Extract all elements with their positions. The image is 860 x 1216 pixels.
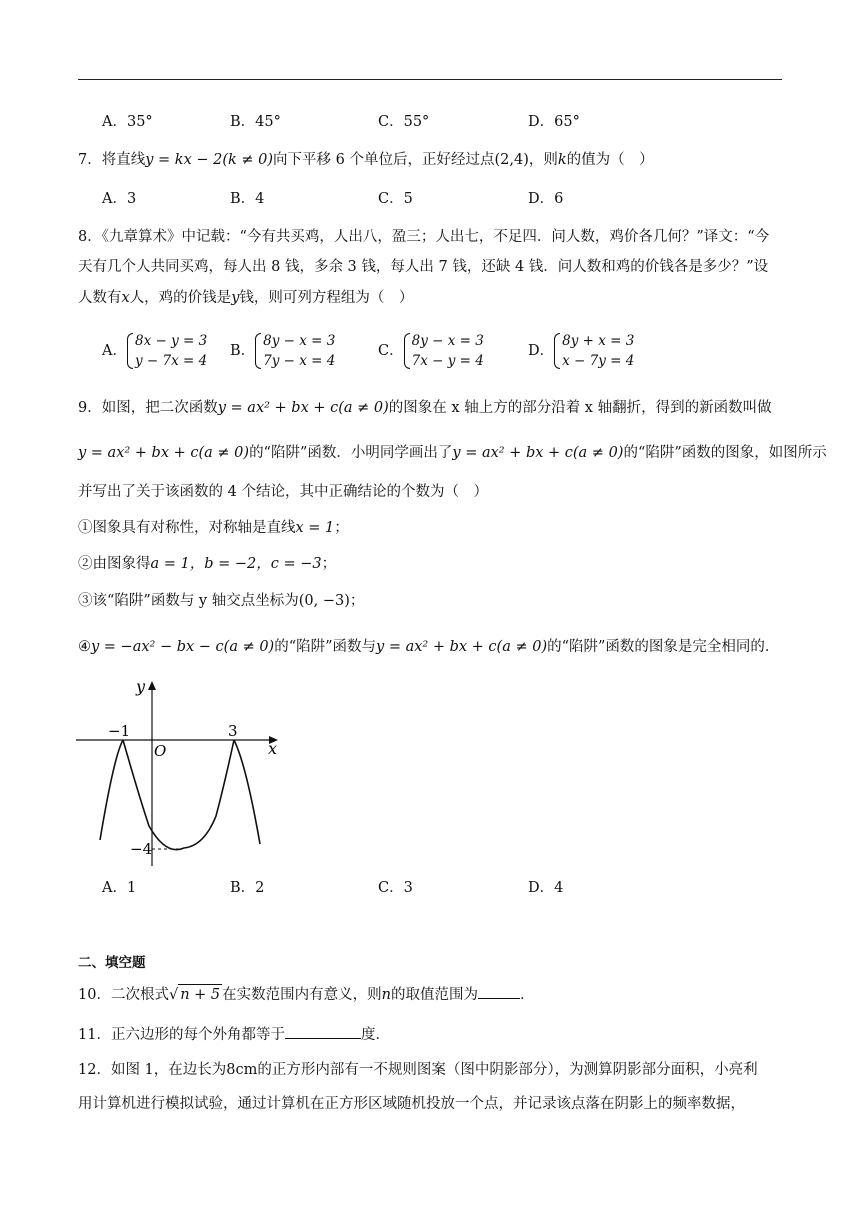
min-value-label: −4: [130, 840, 153, 858]
q8-variable-x: x: [121, 290, 130, 306]
q9-text: 的“陷阱”函数．小明同学画出了: [249, 445, 453, 461]
statement-text: ；: [321, 556, 337, 572]
q7-point: (2,4): [494, 152, 529, 168]
header-rule: [78, 79, 782, 80]
q8-variable-y: y: [231, 290, 240, 306]
q12-line-1: [78, 1060, 758, 1080]
q8-text: 人数有: [78, 290, 122, 306]
right-root-label: 3: [228, 722, 238, 740]
sqrt-icon: √: [168, 987, 179, 1003]
q9-option-d[interactable]: D．4: [528, 880, 564, 896]
q7-line-equation: y = kx − 2(k ≠ 0): [145, 152, 274, 168]
x-axis-label: x: [268, 739, 278, 758]
y-axis-label: y: [136, 677, 146, 696]
equation-system: [255, 331, 335, 371]
q8-line-1: 8．《九章算术》中记载：“今有共买鸡，人出八，盈三；人出七，不足四．问人数，鸡价各几何？”译文：“今: [78, 229, 770, 245]
q8-line-3: [78, 288, 413, 308]
statement-expr: (0, −3): [298, 593, 350, 609]
origin-label: O: [154, 742, 167, 760]
q11-text: 度．: [360, 1027, 390, 1043]
q7-option-b[interactable]: B．4: [230, 191, 265, 207]
option-label: D．: [528, 343, 555, 359]
q11-text: 11．正六边形的每个外角都等于: [78, 1027, 285, 1043]
q12-line-2: 用计算机进行模拟试验，通过计算机在正方形区域随机投放一个点，并记录该点落在阴影上的频率数据，: [78, 1096, 745, 1112]
equation: 7y − x = 4: [263, 353, 336, 369]
equation-system: [554, 331, 634, 371]
equation: 8y − x = 3: [411, 333, 484, 349]
statement-expr: a = 1，b = −2，c = −3: [150, 556, 322, 572]
q9-option-a[interactable]: A．1: [102, 880, 137, 896]
q10-text: 的取值范围为: [390, 987, 478, 1003]
statement-text: 的“陷阱”函数与: [274, 639, 377, 655]
statement-text: ；: [334, 520, 349, 536]
q7-stem: [78, 150, 654, 170]
equation-system: [404, 331, 484, 371]
q9-statement-4: [78, 637, 779, 657]
q8-text: 人，鸡的价钱是: [129, 290, 232, 306]
option-label: B．: [230, 343, 256, 359]
statement-text: ②由图象得: [78, 556, 151, 572]
q10-radicand: n + 5: [178, 984, 222, 1005]
q10-variable: n: [381, 987, 391, 1003]
q10-text: 10．二次根式: [78, 987, 169, 1003]
statement-text: 的“陷阱”函数的图象是完全相同的．: [547, 639, 780, 655]
statement-text: ④: [78, 639, 91, 655]
q6-option-a[interactable]: A．35°: [102, 114, 153, 130]
q9-option-b[interactable]: B．2: [230, 880, 265, 896]
option-label: A．: [102, 343, 127, 359]
q9-line-2: [78, 443, 827, 463]
q7-option-d[interactable]: D．6: [528, 191, 564, 207]
q7-text: 向下平移 6 个单位后，正好经过点: [273, 152, 495, 168]
q9-text: 的“陷阱”函数的图象，如图所示: [623, 445, 827, 461]
equation: 8y − x = 3: [263, 333, 336, 349]
middle-parabola-curve: [123, 740, 234, 850]
q9-statement-3: [78, 591, 364, 611]
q12-text: 的正方形内部有一不规则图案（图中阴影部分），为测算阴影部分面积，小亮利: [257, 1062, 758, 1078]
statement-text: ①图象具有对称性，对称轴是直线: [78, 520, 296, 536]
q12-text: 12．如图 1，在边长为: [78, 1062, 227, 1078]
statement-expr: y = −ax² − bx − c(a ≠ 0): [91, 639, 275, 655]
q9-function: y = ax² + bx + c(a ≠ 0): [452, 445, 624, 461]
q9-line-3: 并写出了关于该函数的 4 个结论，其中正确结论的个数为（ ）: [78, 484, 488, 500]
q11-answer-blank[interactable]: [285, 1024, 361, 1039]
statement-text: ；: [349, 593, 365, 609]
equation: x − 7y = 4: [562, 353, 635, 369]
q9-trap-function-graph: [74, 676, 288, 872]
statement-expr: y = ax² + bx + c(a ≠ 0): [376, 639, 548, 655]
q9-text: 9．如图，把二次函数: [78, 400, 218, 416]
section-title-fill-blank: 二、填空题: [78, 955, 146, 971]
q7-option-a[interactable]: A．3: [102, 191, 137, 207]
equation: 7x − y = 4: [411, 353, 484, 369]
statement-text: ③该“陷阱”函数与 y 轴交点坐标为: [78, 593, 299, 609]
left-root-label: −1: [108, 722, 131, 740]
q8-option-b[interactable]: [230, 331, 335, 371]
equation: 8x − y = 3: [134, 333, 208, 349]
q9-text: 的图象在 x 轴上方的部分沿着 x 轴翻折，得到的新函数叫做: [388, 400, 772, 416]
q10-stem: [78, 984, 534, 1005]
q6-option-b[interactable]: B．45°: [230, 114, 281, 130]
q7-text: ，则: [528, 152, 558, 168]
statement-expr: x = 1: [295, 520, 335, 536]
q8-line-2: 天有几个人共同买鸡，每人出 8 钱，多余 3 钱，每人出 7 钱，还缺 4 钱．问人数和鸡的价钱各是多少？”设: [78, 259, 769, 275]
q12-length: 8cm: [226, 1062, 258, 1078]
equation: y − 7x = 4: [134, 353, 208, 369]
q8-option-d[interactable]: [528, 331, 634, 371]
q6-option-d[interactable]: D．65°: [528, 114, 580, 130]
q7-variable: k: [557, 152, 567, 168]
y-axis-arrow-icon: [148, 681, 156, 690]
equation-system: [127, 331, 207, 371]
q9-statement-1: [78, 518, 349, 538]
option-label: C．: [378, 343, 404, 359]
q9-function: y = ax² + bx + c(a ≠ 0): [78, 445, 250, 461]
q8-option-c[interactable]: [378, 331, 484, 371]
q9-option-c[interactable]: C．3: [378, 880, 413, 896]
q7-text: 7．将直线: [78, 152, 146, 168]
q7-text: 的值为（ ）: [566, 152, 654, 168]
q10-text: ．: [519, 987, 535, 1003]
equation: 8y + x = 3: [562, 333, 635, 349]
q8-text: 钱，则可列方程组为（ ）: [239, 290, 414, 306]
q8-option-a[interactable]: [102, 331, 207, 371]
q10-text: 在实数范围内有意义，则: [222, 987, 382, 1003]
q6-option-c[interactable]: C．55°: [378, 114, 430, 130]
right-branch-curve: [234, 740, 260, 844]
q9-line-1: [78, 398, 772, 418]
q9-function: y = ax² + bx + c(a ≠ 0): [217, 400, 389, 416]
q11-stem: [78, 1024, 390, 1045]
left-branch-curve: [100, 740, 123, 840]
q10-answer-blank[interactable]: [478, 984, 520, 999]
q7-option-c[interactable]: C．5: [378, 191, 413, 207]
q9-statement-2: [78, 554, 336, 574]
